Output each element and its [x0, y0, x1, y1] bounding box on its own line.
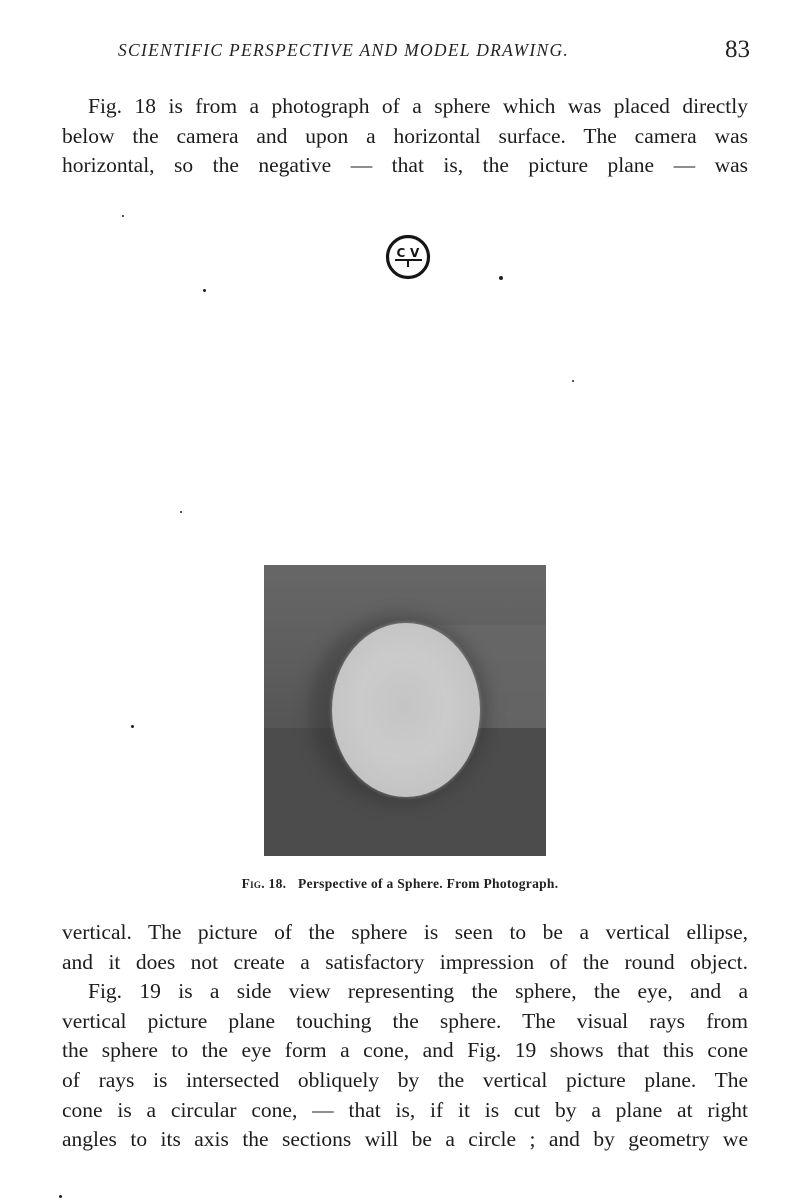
figure-caption-text: Perspective of a Sphere. From Photograph.	[298, 876, 559, 891]
print-speck	[59, 1195, 62, 1198]
text-line: vertical picture plane touching the sphere. The visual rays from	[62, 1008, 748, 1033]
svg-text:C: C	[396, 246, 406, 260]
print-speck	[131, 725, 134, 728]
figure-label: Fig. 18.	[241, 876, 287, 891]
paragraph-fig-18-intro	[62, 92, 748, 181]
text-line: below the camera and upon a horizontal surface. The camera was	[62, 123, 748, 148]
running-title: SCIENTIFIC PERSPECTIVE AND MODEL DRAWING.	[118, 40, 570, 60]
figure-caption	[0, 876, 800, 892]
print-speck	[180, 511, 182, 513]
paragraph-fig-18-19-discussion	[62, 918, 748, 1155]
print-speck	[572, 380, 574, 382]
sphere-photograph	[264, 565, 546, 856]
text-line: angles to its axis the sections will be a circle ; and by geometry we	[62, 1127, 748, 1152]
sphere-ellipse	[332, 623, 480, 797]
print-speck	[203, 289, 206, 292]
text-line: Fig. 18 is from a photograph of a sphere which was placed directly	[88, 94, 748, 118]
text-line: Fig. 19 is a side view representing the sphere, the eye, and a	[88, 979, 748, 1004]
text-line: horizontal, so the negative — that is, the picture plane — was	[62, 153, 748, 178]
running-header	[118, 34, 758, 74]
cv-circle-symbol-icon	[384, 233, 432, 281]
text-line: and it does not create a satisfactory impression of the round object.	[62, 949, 748, 974]
text-line: cone is a circular cone, — that is, if it is cut by a plane at right	[62, 1097, 748, 1122]
text-line: vertical. The picture of the sphere is seen to be a vertical ellipse,	[62, 920, 748, 944]
page-number: 83	[725, 36, 750, 63]
print-speck	[499, 276, 503, 280]
text-line: the sphere to the eye form a cone, and Fig. 19 shows that this cone	[62, 1038, 748, 1063]
print-speck	[122, 215, 124, 217]
svg-text:V: V	[410, 246, 420, 260]
text-line: of rays is intersected obliquely by the vertical picture plane. The	[62, 1067, 748, 1092]
